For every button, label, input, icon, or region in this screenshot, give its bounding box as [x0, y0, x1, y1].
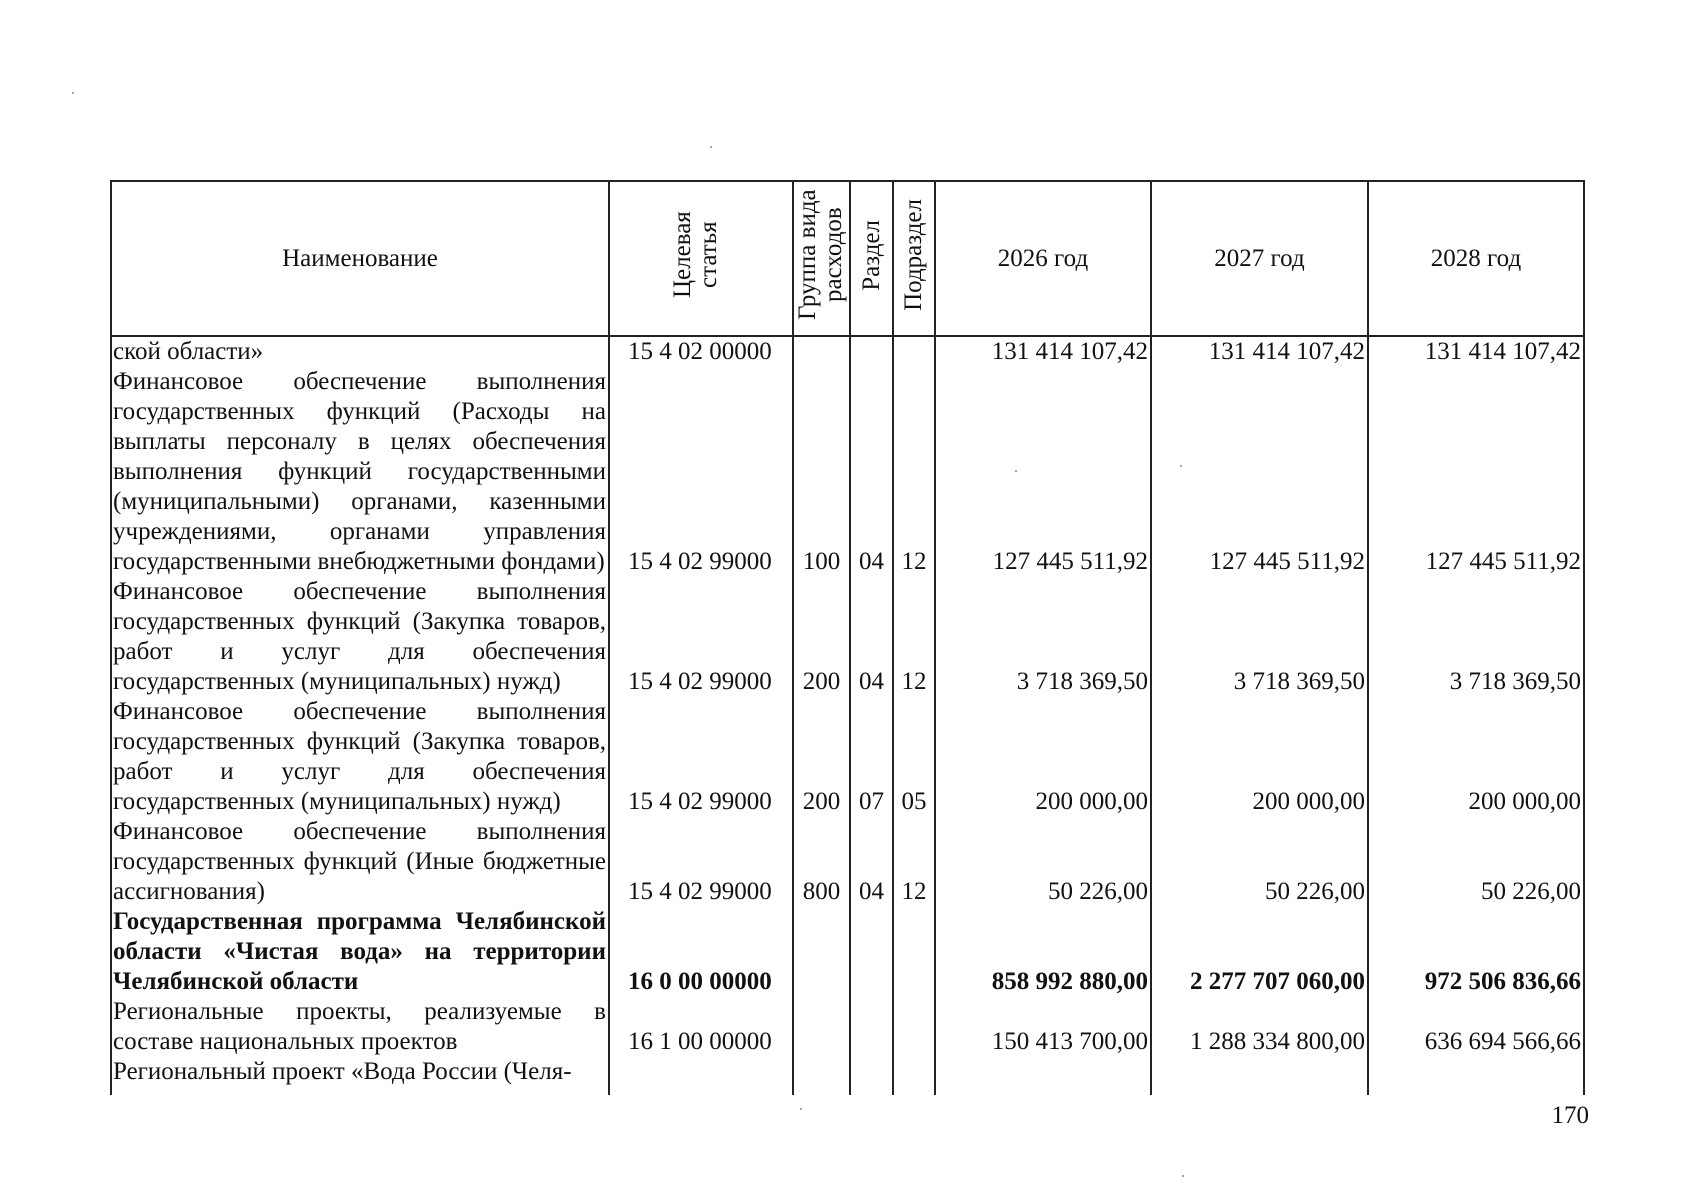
scan-speck: [1182, 1175, 1184, 1177]
row-amount-2026: 150 413 700,00: [935, 997, 1151, 1057]
header-target-article: Целевая статья: [609, 181, 793, 336]
row-amount-2027: 1 288 334 800,00: [1151, 997, 1368, 1057]
row-amount-2027: 131 414 107,42: [1151, 336, 1368, 367]
row-amount-2027: [1151, 1057, 1368, 1087]
row-amount-2027: 2 277 707 060,00: [1151, 907, 1368, 997]
header-subsection: Подраздел: [893, 181, 935, 336]
row-expense-group: 800: [793, 817, 850, 907]
row-amount-2026: 127 445 511,92: [935, 367, 1151, 577]
table-row: [111, 907, 1584, 997]
row-subsection: 12: [893, 577, 935, 697]
row-subsection: [893, 907, 935, 997]
page-number: 170: [1551, 1102, 1589, 1129]
row-amount-2026: [935, 1057, 1151, 1087]
row-target-article: 15 4 02 99000: [609, 697, 793, 817]
header-year-2026: 2026 год: [935, 181, 1151, 336]
row-amount-2027: 200 000,00: [1151, 697, 1368, 817]
row-target-article: 16 1 00 00000: [609, 997, 793, 1057]
row-subsection: 12: [893, 817, 935, 907]
row-amount-2028: 131 414 107,42: [1368, 336, 1584, 367]
row-subsection: [893, 1057, 935, 1087]
row-target-article: [609, 1057, 793, 1087]
table-header-row: [111, 181, 1584, 336]
row-target-article: 15 4 02 99000: [609, 817, 793, 907]
row-amount-2026: 50 226,00: [935, 817, 1151, 907]
filler-cell: [793, 1087, 850, 1095]
scan-speck: [1180, 465, 1182, 467]
table-row: [111, 817, 1584, 907]
row-amount-2026: 858 992 880,00: [935, 907, 1151, 997]
filler-cell: [111, 1087, 609, 1095]
row-name: Финансовое обеспечение выполнения государственных функций (Закупка товаров, работ и услуг для обеспечения государственных (муниципальных) нужд): [111, 577, 609, 697]
row-name: Государственная программа Челябинской области «Чистая вода» на территории Челябинской области: [111, 907, 609, 997]
row-expense-group: [793, 1057, 850, 1087]
row-amount-2026: 200 000,00: [935, 697, 1151, 817]
table-row-filler: [111, 1087, 1584, 1095]
row-name: ской области»: [111, 336, 609, 367]
filler-cell: [609, 1087, 793, 1095]
scan-speck: [800, 1108, 802, 1110]
scan-speck: [710, 146, 712, 148]
table-row: [111, 577, 1584, 697]
row-subsection: 12: [893, 367, 935, 577]
row-section: [850, 907, 893, 997]
row-expense-group: 100: [793, 367, 850, 577]
row-name: Финансовое обеспечение выполнения государственных функций (Закупка товаров, работ и услуг для обеспечения государственных (муниципальных) нужд): [111, 697, 609, 817]
row-section: 07: [850, 697, 893, 817]
row-amount-2028: 3 718 369,50: [1368, 577, 1584, 697]
row-section: [850, 1057, 893, 1087]
filler-cell: [893, 1087, 935, 1095]
row-amount-2027: 50 226,00: [1151, 817, 1368, 907]
row-amount-2028: [1368, 1057, 1584, 1087]
scan-speck: [72, 92, 74, 94]
row-amount-2028: 636 694 566,66: [1368, 997, 1584, 1057]
row-expense-group: [793, 336, 850, 367]
budget-table: [110, 180, 1585, 1095]
row-section: 04: [850, 577, 893, 697]
row-target-article: 16 0 00 00000: [609, 907, 793, 997]
row-section: [850, 997, 893, 1057]
filler-cell: [935, 1087, 1151, 1095]
header-expense-group: Группа вида расходов: [793, 181, 850, 336]
row-name: Финансовое обеспечение выполнения государственных функций (Иные бюджетные ассигнования): [111, 817, 609, 907]
header-year-2027: 2027 год: [1151, 181, 1368, 336]
row-name: Финансовое обеспечение выполнения государственных функций (Расходы на выплаты персоналу в целях обеспечения выполнения функций государственными (муниципальными) органами, казенными учреждениями, органами управления государственными внебюджетными фондами): [111, 367, 609, 577]
filler-cell: [850, 1087, 893, 1095]
filler-cell: [1368, 1087, 1584, 1095]
row-name: Региональный проект «Вода России (Челя-: [111, 1057, 609, 1087]
row-amount-2028: 50 226,00: [1368, 817, 1584, 907]
row-amount-2028: 972 506 836,66: [1368, 907, 1584, 997]
row-section: 04: [850, 817, 893, 907]
table-row: [111, 1057, 1584, 1087]
header-year-2028: 2028 год: [1368, 181, 1584, 336]
row-subsection: [893, 997, 935, 1057]
row-amount-2027: 3 718 369,50: [1151, 577, 1368, 697]
row-subsection: 05: [893, 697, 935, 817]
row-amount-2026: 3 718 369,50: [935, 577, 1151, 697]
row-section: 04: [850, 367, 893, 577]
scan-speck: [1015, 470, 1017, 472]
row-name: Региональные проекты, реализуемые в составе национальных проектов: [111, 997, 609, 1057]
row-target-article: 15 4 02 00000: [609, 336, 793, 367]
row-amount-2028: 200 000,00: [1368, 697, 1584, 817]
header-name: Наименование: [111, 181, 609, 336]
row-subsection: [893, 336, 935, 367]
table-row: [111, 367, 1584, 577]
row-expense-group: 200: [793, 697, 850, 817]
row-expense-group: 200: [793, 577, 850, 697]
row-expense-group: [793, 997, 850, 1057]
header-section: Раздел: [850, 181, 893, 336]
row-target-article: 15 4 02 99000: [609, 367, 793, 577]
table-row: [111, 997, 1584, 1057]
filler-cell: [1151, 1087, 1368, 1095]
table-row: [111, 697, 1584, 817]
row-expense-group: [793, 907, 850, 997]
row-amount-2026: 131 414 107,42: [935, 336, 1151, 367]
row-section: [850, 336, 893, 367]
row-target-article: 15 4 02 99000: [609, 577, 793, 697]
row-amount-2028: 127 445 511,92: [1368, 367, 1584, 577]
table-row: [111, 336, 1584, 367]
row-amount-2027: 127 445 511,92: [1151, 367, 1368, 577]
